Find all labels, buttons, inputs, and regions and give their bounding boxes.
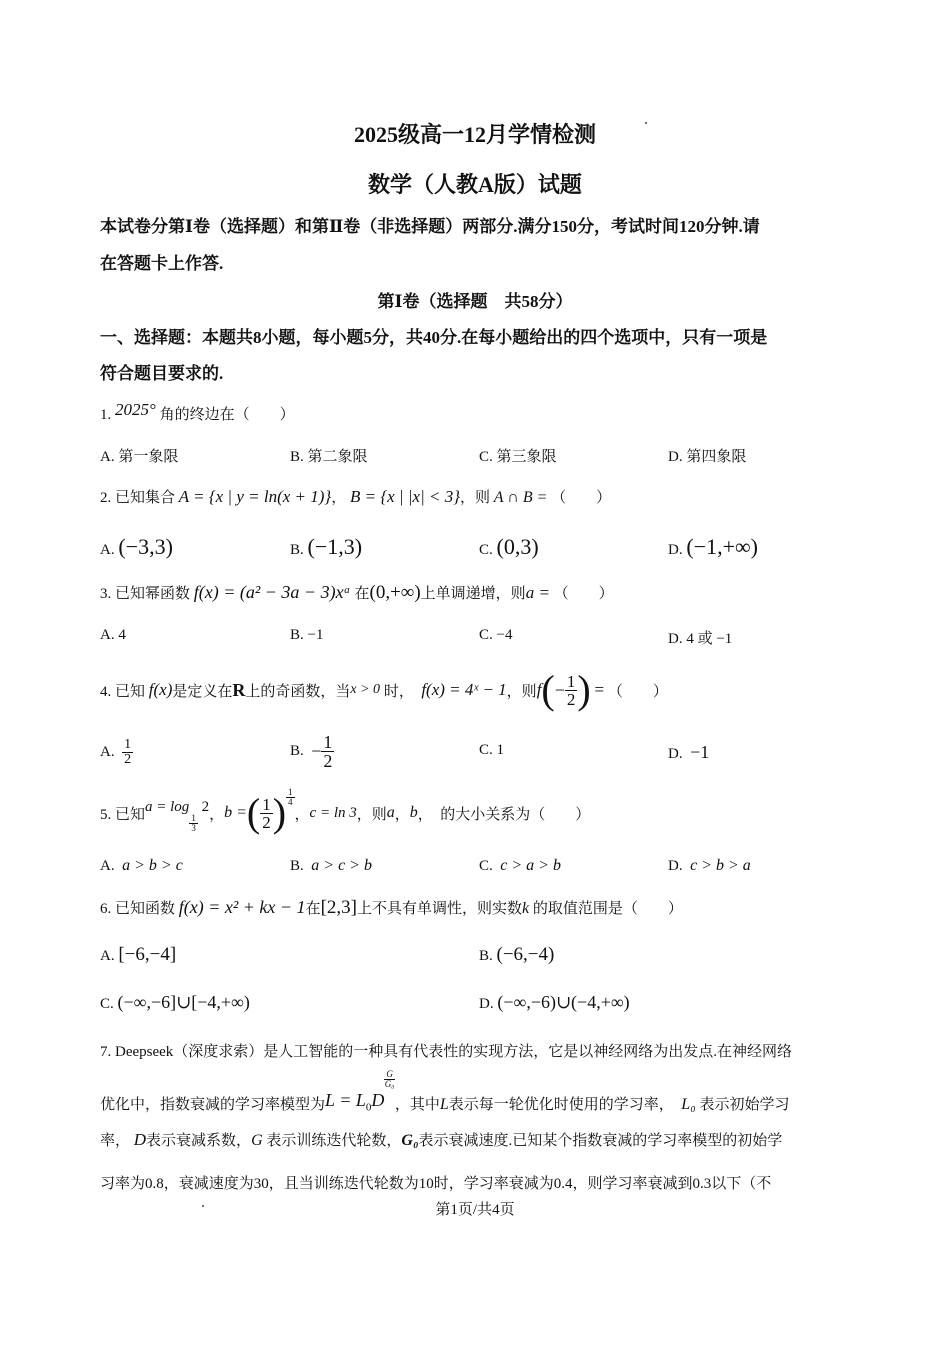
- q4-right-paren: ): [577, 667, 591, 712]
- q6-prefix: 6. 已知函数: [100, 901, 176, 917]
- q2-option-a: A. (−3,3): [100, 534, 173, 559]
- q6-interval: [2,3]: [320, 897, 357, 918]
- q4-mid1: 是定义在: [172, 683, 233, 700]
- q6-mid: 在: [305, 901, 321, 917]
- q7-line2-end: 表示初始学习: [699, 1097, 790, 1113]
- q5-b-left-paren: (: [246, 790, 261, 835]
- q1-number: 1.: [100, 407, 112, 423]
- q7-line3-pre: 率，: [100, 1133, 131, 1149]
- q5-comma-2: ，: [294, 806, 310, 823]
- q7-line2-pre: 优化中，指数衰减的学习率模型为: [100, 1097, 326, 1113]
- q5-a-arg: 2: [201, 798, 210, 815]
- q6-post: 上不具有单调性，则实数: [356, 901, 522, 917]
- q5-a-log: a = log: [145, 798, 190, 815]
- q2-set-b: B = {x | |x| < 3}: [349, 487, 461, 506]
- q2-option-c: C. (0,3): [479, 534, 539, 559]
- q7-line2-mid: ，其中: [394, 1097, 440, 1113]
- q3-option-a: A. 4: [100, 627, 126, 643]
- q5-comma-1: ，: [209, 806, 225, 823]
- q5-comma-3: ，: [394, 806, 410, 823]
- q7-line3-post: 表示衰减速度.已知某个指数衰减的学习率模型的初始学: [418, 1133, 783, 1149]
- q2-paren: （ ）: [551, 490, 612, 506]
- question-6: [100, 897, 683, 919]
- q7-var-L0: L₀: [681, 1096, 696, 1113]
- q1-text: 角的终边在（ ）: [159, 407, 295, 423]
- q6-option-d: D. (−∞,−6)∪(−4,+∞): [479, 992, 630, 1012]
- q6-var-k: k: [522, 900, 530, 917]
- q3-mid: 在: [354, 586, 370, 602]
- q1-option-d: D. 第四象限: [668, 449, 747, 465]
- q4-mid4: ，则: [506, 683, 537, 700]
- q7-var-L: L: [439, 1096, 449, 1113]
- q6-option-c: C. (−∞,−6]∪[−4,+∞): [100, 992, 250, 1012]
- q5-var-a: a: [386, 804, 395, 821]
- question-2: [100, 486, 611, 507]
- question-4: [100, 668, 668, 712]
- q6-option-a: A. [−6,−4]: [100, 944, 177, 965]
- q3-option-c: C. −4: [479, 627, 513, 643]
- q3-interval: (0,+∞): [369, 582, 421, 603]
- q2-set-a: A = {x | y = ln(x + 1)}: [178, 487, 332, 506]
- intro-line-2: 在答题卡上作答.: [100, 254, 224, 273]
- q7-line-3: [100, 1129, 782, 1150]
- q4-mid2: 上的奇函数，当: [245, 683, 351, 700]
- q1-math: 2025°: [115, 400, 156, 419]
- section-instruction-2: 符合题目要求的.: [100, 364, 224, 383]
- q2-option-d: D. (−1,+∞): [668, 534, 758, 559]
- q4-left-paren: (: [541, 667, 555, 712]
- q5-option-d: D. c > b > a: [668, 857, 751, 874]
- q4-option-a: A. $\frac{1}{2}$: [100, 736, 132, 767]
- intro-line-1: 本试卷分第Ⅰ卷（选择题）和第Ⅱ卷（非选择题）两部分.满分150分，考试时间120分钟.请: [100, 217, 760, 236]
- q5-c-def: c = ln 3: [309, 804, 357, 821]
- question-1: [100, 400, 295, 424]
- page-subtitle: 数学（人教A版）试题: [368, 172, 582, 197]
- q4-real-set: R: [232, 679, 246, 700]
- q4-ask-fraction: $\frac{1}{2}$: [566, 671, 576, 709]
- q3-paren: （ ）: [553, 586, 614, 602]
- q4-option-d: D. −1: [668, 742, 710, 762]
- q3-option-b: B. −1: [290, 627, 324, 643]
- q5-b-fraction: $\frac{1}{2}$: [262, 794, 271, 832]
- page-footer: 第1页/共4页: [435, 1202, 515, 1218]
- q5-post: 的大小关系为（ ）: [440, 806, 591, 823]
- q4-ask-sign: −: [554, 679, 565, 700]
- q5-b-def: b =: [224, 804, 247, 821]
- section-heading: 第Ⅰ卷（选择题 共58分）: [377, 292, 573, 311]
- q5-a-base: $\frac{1}{3}$: [191, 812, 196, 833]
- q3-ask: a =: [525, 583, 550, 602]
- q7-var-D: D: [133, 1130, 147, 1149]
- q4-condition: x > 0: [350, 682, 381, 697]
- q7-line2-post: 表示每一轮优化时使用的学习率，: [448, 1097, 674, 1113]
- q5-option-b: B. a > c > b: [290, 857, 372, 874]
- q7-model-exponent: $\frac{G}{\text{G₀}}$: [384, 1069, 395, 1089]
- q1-option-a: A. 第一象限: [100, 449, 179, 465]
- question-3: [100, 582, 614, 604]
- q5-comma-4: ，: [417, 806, 433, 823]
- q3-prefix: 3. 已知幂函数: [100, 586, 191, 602]
- q4-ask-f: f: [536, 680, 542, 699]
- q6-function: f(x) = x² + kx − 1: [178, 897, 306, 917]
- q1-option-c: C. 第三象限: [479, 449, 557, 465]
- q6-post2: 的取值范围是（ ）: [532, 901, 683, 917]
- q3-function: f(x) = (a² − 3a − 3)xᵃ: [193, 582, 351, 602]
- q2-sep: ，: [331, 490, 347, 506]
- q4-prefix: 4. 已知: [100, 683, 146, 700]
- q3-post: 上单调递增，则: [420, 586, 526, 602]
- q5-option-c: C. c > a > b: [479, 857, 561, 874]
- q5-b-exponent: $\frac{1}{4}$: [288, 786, 293, 807]
- q7-line-4: 习率为0.8，衰减速度为30，且当训练迭代轮数为10时，学习率衰减为0.4，则学习率衰减到0.3以下（不: [100, 1176, 772, 1192]
- q2-expr: A ∩ B =: [493, 489, 548, 506]
- page-title: 2025级高一12月学情检测: [353, 122, 596, 147]
- q4-option-b: B. − $\frac{1}{2}$: [290, 731, 333, 771]
- q5-option-a: A. a > b > c: [100, 857, 183, 874]
- scan-speck: [645, 122, 647, 124]
- q6-option-b: B. (−6,−4): [479, 944, 555, 965]
- question-5: [100, 786, 590, 840]
- q7-line-1: 7. Deepseek（深度求索）是人工智能的一种具有代表性的实现方法，它是以神经网络为出发点.在神经网络: [100, 1044, 793, 1060]
- q5-var-b: b: [409, 804, 418, 821]
- q4-mid3: 时，: [383, 683, 414, 700]
- q4-fx: f(x): [148, 680, 173, 699]
- q4-ask-eq: =: [594, 680, 605, 699]
- scan-speck-footer: [202, 1205, 204, 1207]
- q2-option-b: B. (−1,3): [290, 534, 363, 559]
- q4-paren: （ ）: [607, 683, 668, 700]
- q5-b-right-paren: ): [272, 790, 287, 835]
- q4-definition: f(x) = 4ˣ − 1: [421, 680, 507, 699]
- q2-prefix: 2. 已知集合: [100, 490, 176, 506]
- q7-line-2: [100, 1069, 790, 1114]
- q5-prefix: 5. 已知: [100, 806, 146, 823]
- q7-model: $L = L_0D$: [325, 1090, 385, 1114]
- q7-line3-mid2: 表示训练迭代轮数，: [266, 1133, 402, 1149]
- q7-var-G: G: [251, 1132, 263, 1149]
- q1-option-b: B. 第二象限: [290, 449, 368, 465]
- q4-option-c: C. 1: [479, 742, 505, 758]
- q2-then: ，则: [460, 490, 491, 506]
- q7-line3-mid: 表示衰减系数，: [146, 1133, 252, 1149]
- section-instruction-1: 一、选择题：本题共8小题，每小题5分，共40分.在每小题给出的四个选项中，只有一项是: [100, 328, 768, 347]
- q7-var-G0: G₀: [401, 1132, 419, 1149]
- q5-then: ，则: [356, 806, 387, 823]
- q3-option-d: D. 4 或 −1: [668, 631, 733, 647]
